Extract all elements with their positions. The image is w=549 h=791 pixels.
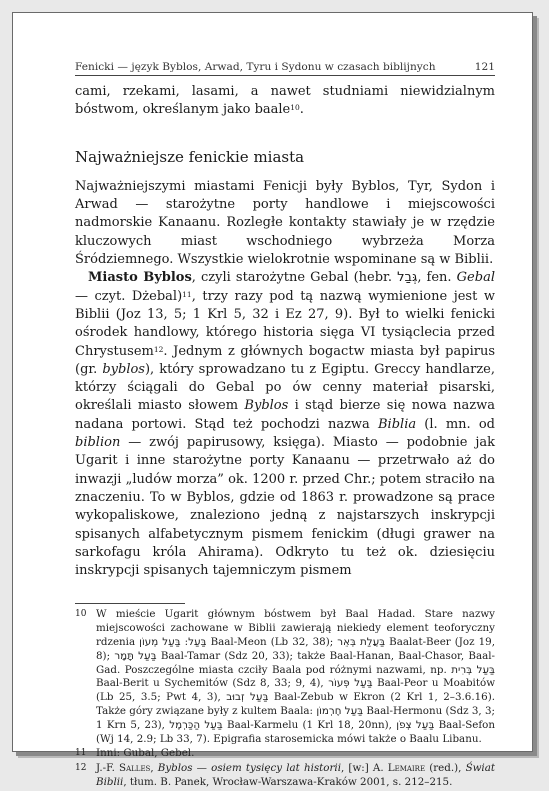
footnote-text: Inni: Gubal, Gebel. [96, 747, 195, 760]
editor-name: Lemaire [387, 762, 426, 775]
footnote-text: J.-F. Salles, Byblos — osiem tysięcy lat historii, [w:] A. Lemaire (red.), Świat Biblii, tłum. B. Panek, Wrocław-Warszawa-Kraków 2001, s. 212–215. [96, 762, 496, 788]
footnote-number: 12 [75, 763, 87, 774]
hebrew-gebal: גְּבַל [397, 270, 418, 286]
continuation-paragraph: cami, rzekami, lasami, a nawet studniami niewidzialnym bóstwom, określanym jako baale$^{10}$. [75, 84, 495, 118]
footnotes [75, 603, 495, 789]
page-content [75, 61, 495, 791]
section-heading: Najważniejsze fenickie miasta [75, 147, 305, 166]
byblos-paragraph: Miasto Byblos, czyli starożytne Gebal (hebr. גְּבַל, fen. Gebal — czyt. Dżebal)$^{11}$, trzy razy pod tą nazwą wymienione jest w Biblii (Joz 13, 5; 1 Krl 5, 32 i Ez 27, 9). Był to wielki fenicki ośrodek handlowy, którego historia sięga VI tysiąclecia przed Chrystusem$^{12}$. Jednym z głównych bogactw miasta był papirus (gr. byblos), który sprowadzano tu z Egiptu. Greccy handlarze, którzy ściągali do Gebal po ów cenny materiał pisarski, określali miasto słowem Byblos i stąd bierze się nowa nazwa nadana portowi. Stąd też pochodzi nazwa Biblia (l. mn. od biblion — zwój papirusowy, księga). Miasto — podobnie jak Ugarit i inne starożytne porty Kanaanu — przetrwało aż do inwazji „ludów morza” ok. 1200 r. przed Chr.; potem straciło na znaczeniu. To w Byblos, gdzie od 1863 r. prowadzone są prace wykopaliskowe, znaleziono jedną z najstarszych inskrypcji spisanych alfabetycznym pismem fenickim (długi grawer na sarkofagu króla Ahirama). Odkryto tu też ok. dziesięciu inskrypcji spisanych tajemniczym pismem [75, 270, 495, 579]
book-page [12, 12, 533, 788]
footnote-number: 11 [75, 748, 87, 759]
footnote-11 [75, 747, 495, 761]
running-title: Fenicki — język Byblos, Arwad, Tyru i Sydonu w czasach biblijnych [75, 61, 436, 73]
footnote-ref-11[interactable]: 11 [182, 289, 192, 299]
footnote-number: 10 [75, 609, 87, 620]
footnote-rule [75, 603, 185, 604]
lead-term: Miasto Byblos [88, 270, 192, 286]
footnote-ref-10[interactable]: 10 [290, 103, 300, 113]
footnote-text: W mieście Ugarit głównym bóstwem był Baal Hadad. Stare nazwy miejscowości zachowane w Biblii zawierają niekiedy element teoforyczny rdzenia בַּעַל: בַּעַל מְעוֹן Baal-Meon (Lb 32, 38); בַּעֲלַת בְּאֵר Baalat-Beer (Joz 19, 8); בַּעַל תָּמָר Baal-Tamar (Sdz 20, 33); także Baal-Hanan, Baal-Chasor, Baal-Gad. Poszczególne miasta czciły Baala pod różnymi nazwami, np. בַּעַל בְּרִית Baal-Berit u Sychemitów (Sdz 8, 33; 9, 4), בַּעַל פְּעוֹר Baal-Peor u Moabitów (Lb 25, 3.5; Pwt 4, 3), בַּעַל זְבוּב Baal-Zebub w Ekron (2 Krl 1, 2–3.6.16). Także góry związane były z kultem Baala: בַּעַל חֶרְמוֹן Baal-Hermonu (Sdz 3, 3; 1 Krn 5, 23), בַּעַל הַכַּרְמֶל Baal-Karmelu (1 Krl 18, 20nn), בַּעַל צְפֹן Baal-Sefon (Wj 14, 2.9; Lb 33, 7). Epigrafia starosemicka mówi także o Baalu Libanu. [96, 608, 496, 745]
intro-paragraph: Najważniejszymi miastami Fenicji były Byblos, Tyr, Sydon i Arwad — starożytne porty handlowe i miejscowości nadmorskie Kanaanu. Rozległe kontakty stawiały je w rzędzie kluczowych miast wschodniego wybrzeża Morza Śródziemnego. Wszystkie wielokrotnie wspominane są w Biblii. [75, 178, 495, 268]
footnote-ref-12[interactable]: 12 [153, 344, 164, 354]
author-name: J.-F. Salles [96, 762, 151, 775]
footnote-12 [75, 762, 495, 790]
running-head [75, 61, 495, 76]
main-text [75, 83, 495, 580]
page-number: 121 [474, 61, 495, 73]
footnote-10 [75, 608, 495, 746]
